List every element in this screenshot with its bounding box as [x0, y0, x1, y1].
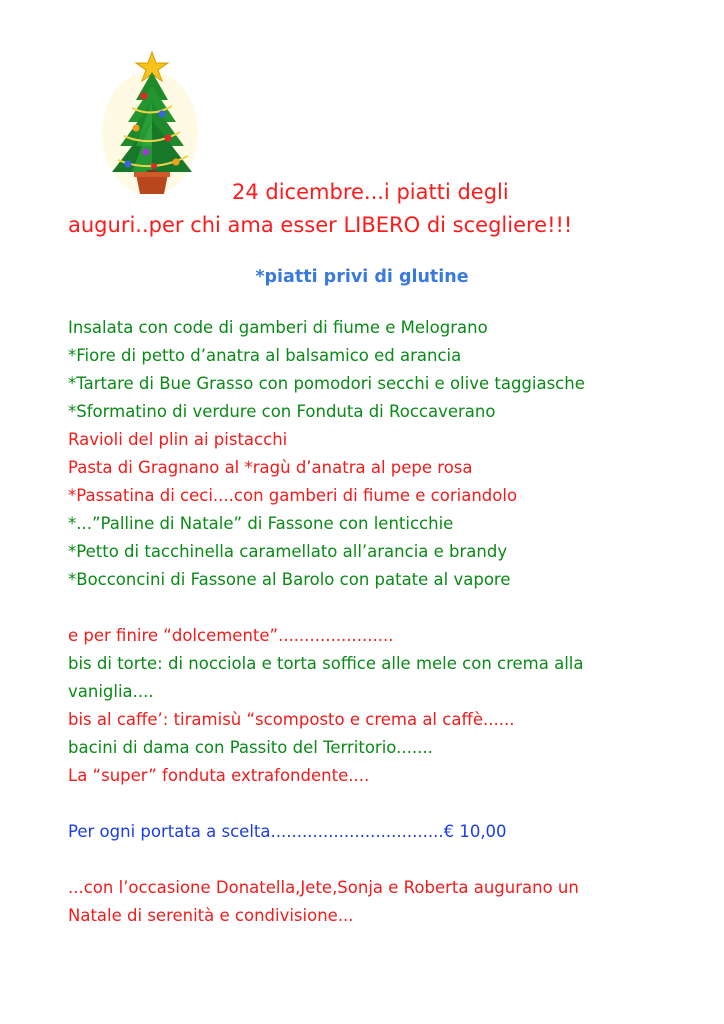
title-line-2: auguri..per chi ama esser LIBERO di scegliere!!!: [68, 213, 573, 237]
menu-item: *...”Palline di Natale” di Fassone con lenticchie: [68, 514, 454, 533]
menu-item: Insalata con code di gamberi di fiume e Melograno: [68, 318, 488, 337]
dessert-item: vaniglia....: [68, 682, 154, 701]
closing-message: [68, 874, 698, 930]
title-line-1: 24 dicembre...i piatti degli: [232, 180, 509, 204]
menu-item: Pasta di Gragnano al *ragù d’anatra al pepe rosa: [68, 458, 473, 477]
price-line: [68, 818, 698, 846]
gluten-free-note: *piatti privi di glutine: [255, 267, 469, 287]
menu-item: Ravioli del plin ai pistacchi: [68, 430, 288, 449]
dessert-item: bis di torte: di nocciola e torta soffice alle mele con crema alla: [68, 654, 584, 673]
dessert-intro: e per finire “dolcemente”......................: [68, 626, 394, 645]
menu-item: *Passatina di ceci....con gamberi di fiume e coriandolo: [68, 486, 518, 505]
closing-line: ...con l’occasione Donatella,Jete,Sonja e Roberta augurano un: [68, 878, 579, 897]
dessert-item: bis al caffe’: tiramisù “scomposto e crema al caffè......: [68, 710, 515, 729]
closing-line: Natale di serenità e condivisione...: [68, 906, 354, 925]
menu-item: *Tartare di Bue Grasso con pomodori secchi e olive taggiasche: [68, 374, 585, 393]
dessert-item: bacini di dama con Passito del Territorio.......: [68, 738, 433, 757]
menu-item: *Fiore di petto d’anatra al balsamico ed arancia: [68, 346, 462, 365]
page-title: [68, 176, 688, 242]
dessert-list: [68, 622, 698, 790]
menu-item: *Sformatino di verdure con Fonduta di Roccaverano: [68, 402, 496, 421]
price-text: Per ogni portata a scelta.................................€ 10,00: [68, 822, 507, 841]
dessert-item: La “super” fonduta extrafondente....: [68, 766, 370, 785]
menu-item: *Bocconcini di Fassone al Barolo con patate al vapore: [68, 570, 511, 589]
menu-list: [68, 314, 698, 594]
menu-item: *Petto di tacchinella caramellato all’arancia e brandy: [68, 542, 508, 561]
